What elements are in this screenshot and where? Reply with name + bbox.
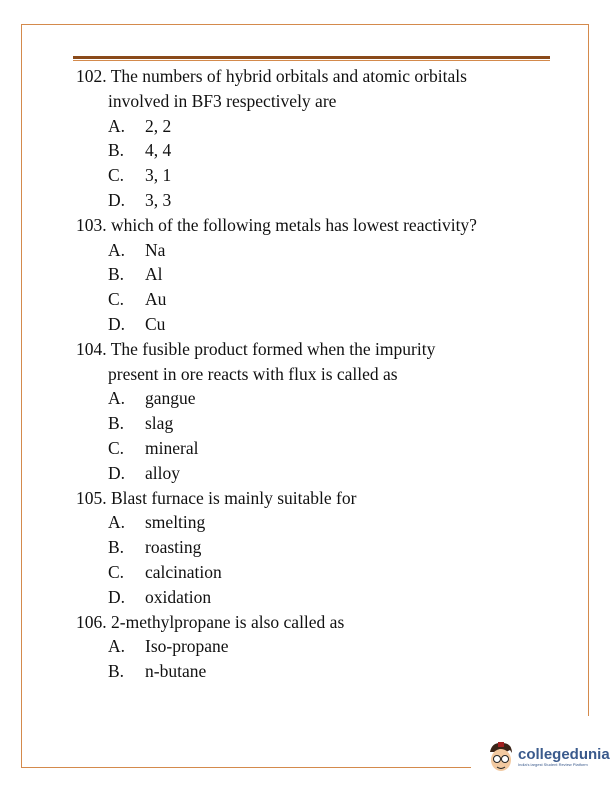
option-text: roasting: [145, 537, 202, 558]
header-rule: [73, 56, 550, 59]
option-text: smelting: [145, 512, 206, 533]
option: [76, 262, 556, 287]
option-text: gangue: [145, 388, 196, 409]
question-number: 104.: [76, 338, 107, 359]
option-letter: B.: [108, 264, 125, 285]
option: [76, 238, 556, 263]
option-letter: A.: [108, 239, 126, 260]
option-letter: A.: [108, 512, 126, 533]
option-text: Al: [145, 264, 163, 285]
option: [76, 585, 556, 610]
option-text: Na: [145, 239, 166, 260]
option-letter: D.: [108, 313, 126, 334]
question-number: 103.: [76, 214, 107, 235]
option-letter: B.: [108, 661, 125, 682]
question-text: The numbers of hybrid orbitals and atomic orbitals: [110, 66, 467, 86]
question-number: 105.: [76, 487, 107, 508]
option: [76, 535, 556, 560]
option: [76, 188, 556, 213]
option: [76, 659, 556, 684]
logo-name: collegedunia: [518, 745, 610, 763]
option: [76, 510, 556, 535]
question-102: [76, 64, 556, 89]
page-border-bottom: [21, 767, 471, 768]
option-letter: D.: [108, 189, 126, 210]
question-text-continued: present in ore reacts with flux is called as: [108, 363, 398, 384]
option-letter: D.: [108, 462, 126, 483]
option-letter: C.: [108, 165, 125, 186]
question-106: [76, 610, 556, 635]
question-104: [76, 337, 556, 362]
question-list: [76, 64, 556, 684]
option-text: calcination: [145, 561, 222, 582]
option-letter: C.: [108, 437, 125, 458]
option-text: oxidation: [145, 586, 212, 607]
question-text: 2-methylpropane is also called as: [111, 611, 345, 632]
question-text: which of the following metals has lowest reactivity?: [111, 214, 477, 235]
option: [76, 312, 556, 337]
mascot-icon: [486, 740, 516, 774]
option-text: Au: [145, 289, 167, 310]
logo-tagline: India's largest Student Review Platform: [518, 761, 588, 767]
option-text: 2, 2: [145, 115, 172, 136]
option: [76, 560, 556, 585]
question-text: The fusible product formed when the impurity: [110, 338, 436, 359]
option-text: 3, 3: [145, 189, 172, 210]
option-text: mineral: [145, 437, 199, 458]
header-rule-thin: [73, 60, 550, 61]
option-letter: C.: [108, 289, 125, 310]
option-letter: D.: [108, 586, 126, 607]
option: [76, 386, 556, 411]
option: [76, 163, 556, 188]
option-letter: C.: [108, 561, 125, 582]
page-border-top: [21, 24, 589, 25]
option-text: 4, 4: [145, 140, 172, 161]
collegedunia-logo: [486, 740, 610, 774]
option-text: alloy: [145, 462, 180, 483]
option-text: Iso-propane: [145, 636, 229, 657]
option-letter: B.: [108, 537, 125, 558]
option: [76, 634, 556, 659]
option-letter: B.: [108, 413, 125, 434]
question-105: [76, 486, 556, 511]
option: [76, 461, 556, 486]
page-border-left: [21, 24, 22, 768]
option: [76, 436, 556, 461]
page-border-right: [588, 24, 589, 716]
option-letter: A.: [108, 115, 126, 136]
question-number: 102.: [76, 66, 107, 86]
question-number: 106.: [76, 611, 107, 632]
question-text: Blast furnace is mainly suitable for: [111, 487, 357, 508]
option-letter: A.: [108, 388, 126, 409]
option-text: slag: [145, 413, 174, 434]
question-103: [76, 213, 556, 238]
option: [76, 287, 556, 312]
option: [76, 138, 556, 163]
option-text: n-butane: [145, 661, 207, 682]
option-letter: B.: [108, 140, 125, 161]
option-text: Cu: [145, 313, 166, 334]
question-text-continued: involved in BF3 respectively are: [108, 90, 337, 111]
option: [76, 411, 556, 436]
option-text: 3, 1: [145, 165, 172, 186]
option: [76, 114, 556, 139]
option-letter: A.: [108, 636, 126, 657]
